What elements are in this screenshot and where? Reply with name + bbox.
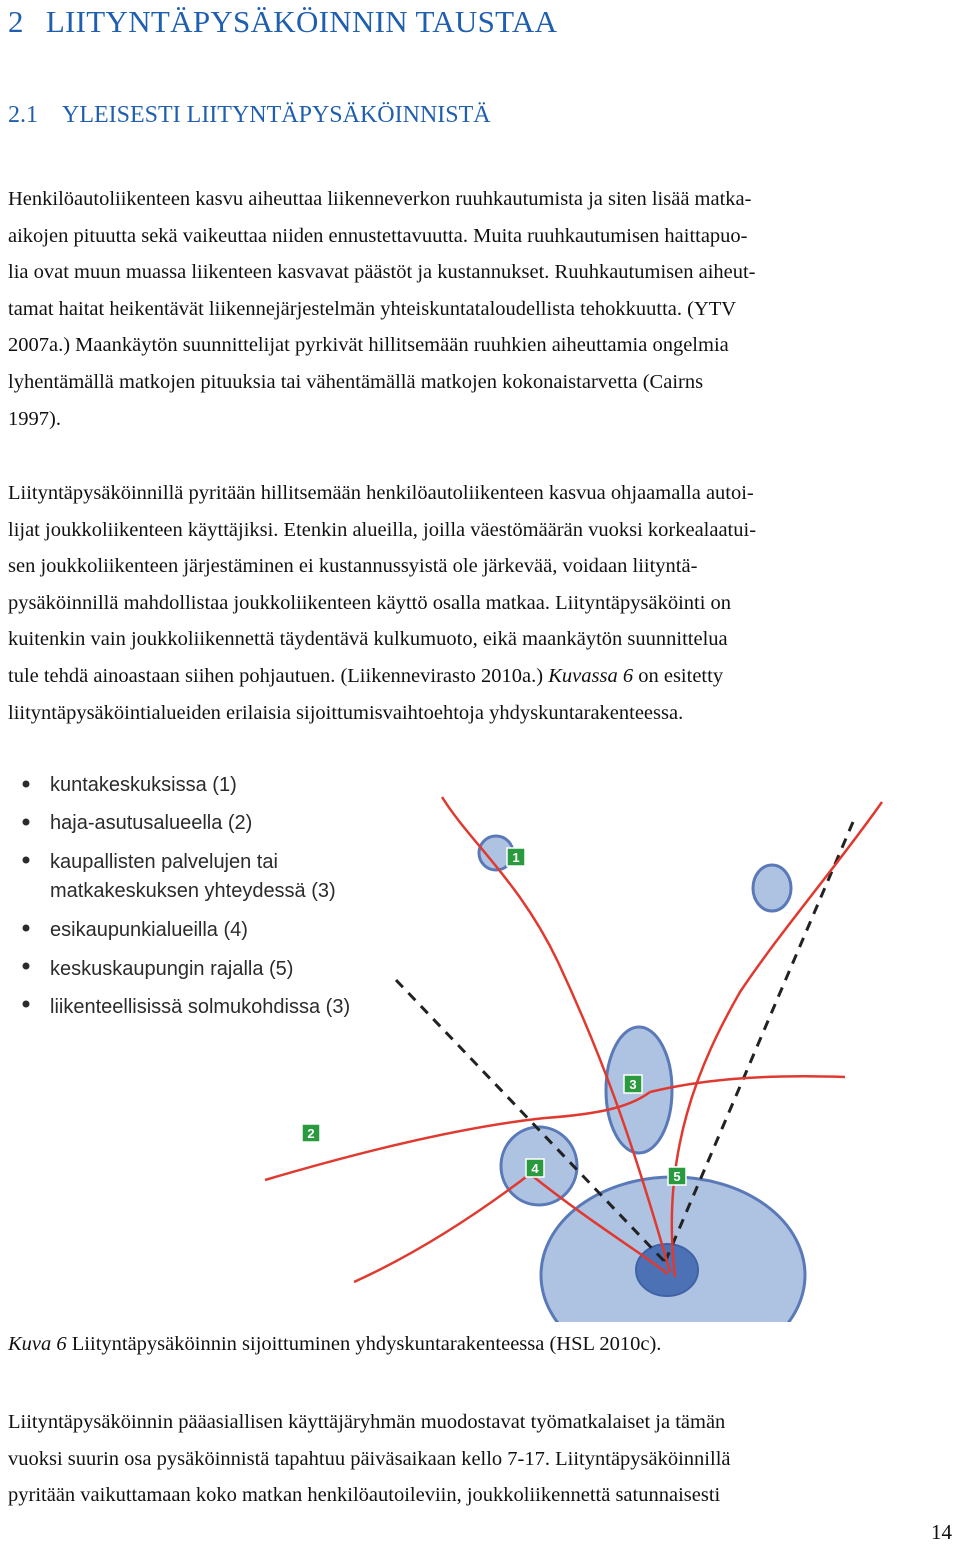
legend-item: keskuskaupungin rajalla (5) xyxy=(50,958,294,980)
text-segment: on esitetty xyxy=(633,664,724,687)
bullet-icon xyxy=(23,781,30,788)
text-segment: tule tehdä ainoastaan siihen pohjautuen. (Liikennevirasto 2010a.) xyxy=(8,664,549,687)
diagram-background xyxy=(0,762,940,1322)
marker-label: 1 xyxy=(512,850,520,865)
section-number: 2.1 xyxy=(8,102,38,128)
marker-label: 2 xyxy=(307,1126,315,1141)
text-line: aikojen pituutta sekä vaikeuttaa niiden ennustettavuutta. Muita ruuhkautumisen haittapuo- xyxy=(8,224,748,247)
chapter-number: 2 xyxy=(8,4,24,39)
text-line: vuoksi suurin osa pysäköinnistä tapahtuu päiväsaikaan kello 7-17. Liityntäpysäköinnillä xyxy=(8,1447,731,1470)
text-line: pyritään vaikuttamaan koko matkan henkilöautoileviin, joukkoliikennettä satunnaisesti xyxy=(8,1484,721,1507)
bullet-icon xyxy=(23,963,30,970)
text-line: Henkilöautoliikenteen kasvu aiheuttaa liikenneverkon ruuhkautumista ja siten lisää matka- xyxy=(8,188,752,210)
section-title: YLEISESTI LIITYNTÄPYSÄKÖINNISTÄ xyxy=(62,102,491,128)
text-line: sen joukkoliikenteen järjestäminen ei kustannussyistä ole järkevää, voidaan liityntä- xyxy=(8,555,698,578)
marker-label: 3 xyxy=(629,1077,637,1092)
text-line: Liityntäpysäköinnin pääasiallisen käyttäjäryhmän muodostavat työmatkalaiset ja tämän xyxy=(8,1411,726,1433)
legend-item: haja-asutusalueella (2) xyxy=(50,812,253,834)
bullet-icon xyxy=(23,857,30,864)
legend-item: kuntakeskuksissa (1) xyxy=(50,774,237,796)
text-line: pysäköinnillä mahdollistaa joukkoliikenteen käyttö osalla matkaa. Liityntäpysäköinti on xyxy=(8,591,732,614)
legend-item: matkakeskuksen yhteydessä (3) xyxy=(50,880,336,902)
paragraph-3 xyxy=(8,1404,952,1514)
paragraph-2 xyxy=(8,475,952,731)
section-heading xyxy=(8,102,491,129)
legend-item: kaupallisten palvelujen tai xyxy=(50,851,278,873)
text-line: 1997). xyxy=(8,407,61,430)
text-line: lijat joukkoliikenteen käyttäjiksi. Etenkin alueilla, joilla väestömäärän vuoksi korkealaatui- xyxy=(8,518,757,541)
legend-item: liikenteellisissä solmukohdissa (3) xyxy=(50,996,351,1018)
text-line: kuitenkin vain joukkoliikennettä täydentävä kulkumuoto, eikä maankäytön suunnittelua xyxy=(8,628,728,651)
text-line: lyhentämällä matkojen pituuksia tai vähentämällä matkojen kokonaistarvetta (Cairns xyxy=(8,370,704,393)
chapter-title: LIITYNTÄPYSÄKÖINNIN TAUSTAA xyxy=(45,4,558,39)
caption-text: Liityntäpysäköinnin sijoittuminen yhdyskuntarakenteessa (HSL 2010c). xyxy=(66,1333,662,1355)
caption-label: Kuva 6 xyxy=(8,1333,67,1355)
bullet-icon xyxy=(23,819,30,826)
bullet-icon xyxy=(23,925,30,932)
text-line: lia ovat muun muassa liikenteen kasvavat päästöt ja kustannukset. Ruuhkautumisen aiheut- xyxy=(8,261,756,284)
marker-label: 4 xyxy=(531,1161,539,1176)
text-line: 2007a.) Maankäytön suunnittelijat pyrkivät hillitsemään ruuhkien aiheuttamia ongelmia xyxy=(8,334,729,357)
legend-item: esikaupunkialueilla (4) xyxy=(50,919,248,941)
chapter-heading xyxy=(8,4,557,40)
text-line xyxy=(8,658,952,695)
bullet-icon xyxy=(23,1001,30,1008)
paragraph-1 xyxy=(8,181,952,437)
figure-caption xyxy=(8,1333,661,1356)
text-line: tamat haitat heikentävät liikennejärjestelmän yhteiskuntataloudellista tehokkuutta. (YTV xyxy=(8,297,737,320)
page-number: 14 xyxy=(931,1520,952,1544)
text-line: Liityntäpysäköinnillä pyritään hillitsemään henkilöautoliikenteen kasvua ohjaamalla autoi- xyxy=(8,482,754,504)
figure-reference: Kuvassa 6 xyxy=(548,664,634,687)
text-line: liityntäpysäköintialueiden erilaisia sijoittumisvaihtoehtoja yhdyskuntarakenteessa. xyxy=(8,701,684,724)
parking-location-diagram xyxy=(0,762,940,1322)
city-center-core xyxy=(636,1244,698,1296)
rural-area xyxy=(753,865,791,911)
marker-label: 5 xyxy=(673,1169,681,1184)
